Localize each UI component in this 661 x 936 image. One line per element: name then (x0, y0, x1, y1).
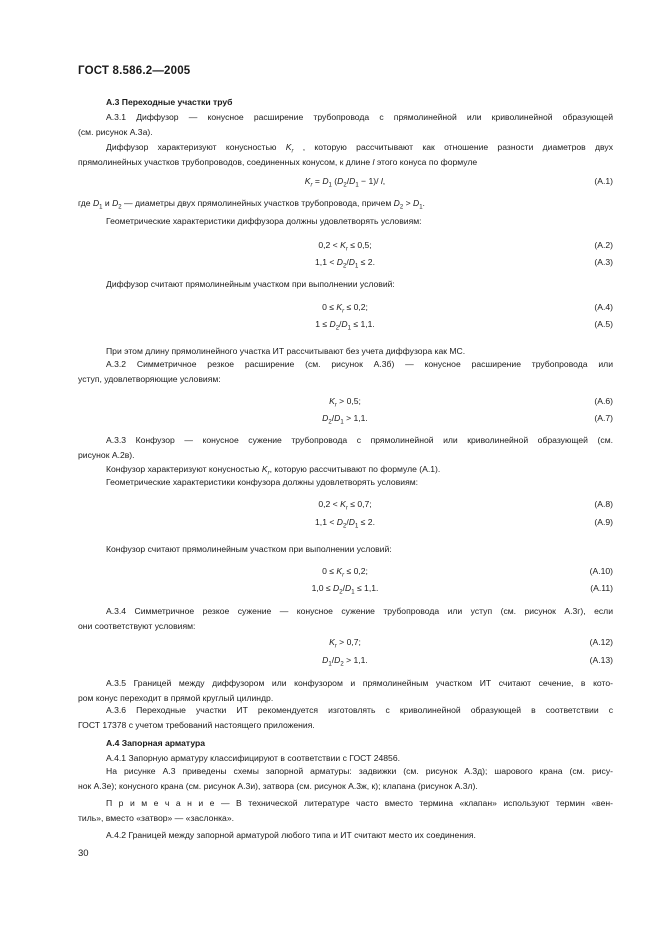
paragraph-konfuzor-char: Конфузор характеризуют конусностью $K_r$, которую рассчитывают по формуле (А.1). (106, 464, 441, 477)
paragraph-a32-line1: А.3.2 Симметричное резкое расширение (см. рисунок А.3б) — конусное расширение трубопровода или (106, 359, 613, 369)
paragraph-geometry-diffuser: Геометрические характеристики диффузора должны удовлетворять условиям: (106, 216, 422, 226)
equation-a1: $K_r = D_1$ $(D_2/D_1 - 1)/$ l, (304, 176, 386, 189)
paragraph-a3-figures-line2: нок А.3е); конусного крана (см. рисунок А.3и), затвора (см. рисунок А.3ж, к); клапана (рисунок А.3л). (78, 781, 478, 791)
equation-number-a1: (А.1) (594, 176, 613, 186)
equation-a3: $1,1 < D_2/D_1 \le 2$. (315, 257, 375, 270)
paragraph-a41: А.4.1 Запорную арматуру классифицируют в соответствии с ГОСТ 24856. (106, 753, 400, 763)
equation-a10: $0 \le K_r \le 0,2$; (322, 566, 368, 579)
equation-a7: $D_2/D_1 > 1,1$. (322, 413, 368, 426)
equation-number-a4: (А.4) (594, 302, 613, 312)
paragraph-diffuser-straight: Диффузор считают прямолинейным участком при выполнении условий: (106, 279, 395, 289)
paragraph-a35-line1: А.3.5 Границей между диффузором или конфузором и прямолинейным участком ИТ считают сечение, в кото- (106, 678, 613, 688)
paragraph-geometry-konfuzor: Геометрические характеристики конфузора должны удовлетворять условиям: (106, 477, 419, 487)
paragraph-where: где $D_1$ и $D_2$ — диаметры двух прямолинейных участков трубопровода, причем $D_2 > D_1$. (78, 198, 425, 211)
paragraph-diffuser-char-line1: Диффузор характеризуют конусностью $K_r$ , которую рассчитывают как отношение разности диаметров двух (106, 142, 613, 155)
equation-number-a9: (А.9) (594, 517, 613, 527)
equation-a2: $0,2 < K_r \le 0,5$; (318, 240, 372, 253)
paragraph-a42: А.4.2 Границей между запорной арматурой любого типа и ИТ считают место их соединения. (106, 830, 476, 840)
equation-number-a12: (А.12) (589, 637, 613, 647)
equation-number-a8: (А.8) (594, 499, 613, 509)
equation-number-a5: (А.5) (594, 319, 613, 329)
equation-number-a3: (А.3) (594, 257, 613, 267)
paragraph-a3-figures-line1: На рисунке А.3 приведены схемы запорной арматуры: задвижки (см. рисунок А.3д); шарового крана (см. рису- (106, 766, 613, 776)
page-number: 30 (78, 848, 89, 859)
equation-a6: $K_r > 0,5$; (329, 396, 361, 409)
equation-number-a11: (А.11) (590, 583, 613, 593)
equation-a9: $1,1 < D_2/D_1 \le 2$. (315, 517, 375, 530)
paragraph-a34-line1: А.3.4 Симметричное резкое сужение — конусное сужение трубопровода или уступ (см. рисунок А.3г), если (106, 606, 613, 616)
equation-a4: $0 \le K_r \le 0,2$; (322, 302, 368, 315)
equation-a5: $1 \le D_2/D_1 \le 1,1$. (315, 319, 375, 332)
equation-number-a10: (А.10) (589, 566, 613, 576)
paragraph-a33-line2: рисунок А.2в). (78, 450, 135, 460)
paragraph-a31-line2: (см. рисунок А.3а). (78, 127, 153, 137)
equation-number-a13: (А.13) (589, 655, 613, 665)
paragraph-diffuser-char-line2: прямолинейных участков трубопроводов, соединенных конусом, к длине l этого конуса по формуле (78, 157, 478, 167)
equation-a13: $D_1/D_2 > 1,1$. (322, 655, 368, 668)
paragraph-konfuzor-straight: Конфузор считают прямолинейным участком при выполнении условий: (106, 544, 392, 554)
paragraph-a36-line1: А.3.6 Переходные участки ИТ рекомендуется изготовлять с криволинейной образующей в соответствии с (106, 705, 613, 715)
equation-a8: $0,2 < K_r \le 0,7$; (318, 499, 372, 512)
section-heading-a4: А.4 Запорная арматура (106, 738, 206, 748)
equation-number-a6: (А.6) (594, 396, 613, 406)
section-heading-a3: А.3 Переходные участки труб (106, 97, 233, 107)
paragraph-a35-line2: ром конус переходит в прямой круглый цилиндр. (78, 693, 274, 703)
equation-number-a7: (А.7) (594, 413, 613, 423)
paragraph-note-line2: тиль», вместо «затвор» — «заслонка». (78, 813, 234, 823)
equation-number-a2: (А.2) (594, 240, 613, 250)
equation-a12: $K_r > 0,7$; (329, 637, 361, 650)
paragraph-a31-line1: А.3.1 Диффузор — конусное расширение трубопровода с прямолинейной или криволинейной образующей (106, 112, 613, 122)
paragraph-a34-line2: они соответствуют условиям: (78, 621, 196, 631)
paragraph-length: При этом длину прямолинейного участка ИТ рассчитывают без учета диффузора как МС. (106, 346, 466, 356)
page-header: ГОСТ 8.586.2—2005 (78, 65, 191, 77)
paragraph-note-line1: П р и м е ч а н и е — В технической литературе часто вместо термина «клапан» используют термин «вен- (106, 798, 613, 808)
paragraph-a32-line2: уступ, удовлетворяющие условиям: (78, 374, 221, 384)
equation-a11: $1,0 \le D_2/D_1 \le 1,1$. (311, 583, 379, 596)
paragraph-a36-line2: ГОСТ 17378 с учетом требований настоящего приложения. (78, 720, 315, 730)
paragraph-a33-line1: А.3.3 Конфузор — конусное сужение трубопровода с прямолинейной или криволинейной образующей (см. (106, 435, 613, 445)
